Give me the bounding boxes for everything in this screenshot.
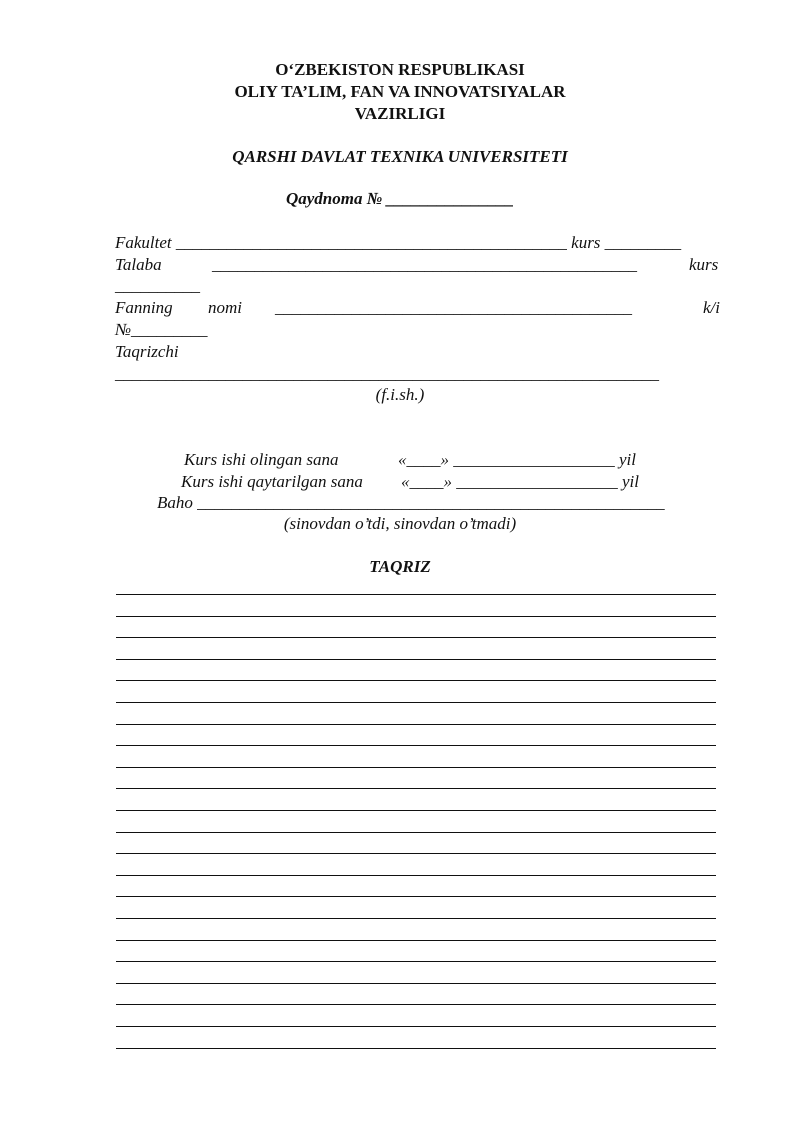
talaba-label: Talaba: [115, 255, 162, 274]
taqriz-line: [116, 616, 716, 617]
taqriz-line: [116, 702, 716, 703]
olingan-sana-label: Kurs ishi olingan sana: [184, 450, 339, 469]
record-title: Qaydnoma № _______________: [285, 189, 515, 208]
taqriz-line: [116, 832, 716, 833]
baho-note: (sinovdan o’tdi, sinovdan o’tmadi): [283, 514, 517, 533]
taqriz-line: [116, 1026, 716, 1027]
talaba-kurs-label: kurs: [689, 255, 719, 274]
taqrizchi-line: ________________________________________________________________: [115, 364, 659, 383]
baho-field: Baho _______________________________________________________: [157, 493, 665, 512]
taqriz-line: [116, 983, 716, 984]
taqriz-line: [116, 788, 716, 789]
ministry-line-1: O‘ZBEKISTON RESPUBLIKASI: [275, 60, 525, 79]
taqriz-line: [116, 659, 716, 660]
taqriz-line: [116, 767, 716, 768]
taqriz-line: [116, 724, 716, 725]
nomi-label: nomi: [208, 298, 242, 317]
fan-name-line: __________________________________________: [275, 298, 632, 317]
taqriz-line: [116, 594, 716, 595]
ministry-line-3: VAZIRLIGI: [354, 104, 446, 123]
taqriz-line: [116, 853, 716, 854]
taqriz-line: [116, 810, 716, 811]
taqriz-line: [116, 940, 716, 941]
ki-label: k/i: [703, 298, 720, 317]
fish-note: (f.i.sh.): [375, 385, 425, 404]
qaytarilgan-sana-label: Kurs ishi qaytarilgan sana: [181, 472, 363, 491]
taqrizchi-label: Taqrizchi: [115, 342, 179, 361]
taqriz-line: [116, 680, 716, 681]
taqriz-line: [116, 637, 716, 638]
qaytarilgan-sana-value: «____» ___________________ yil: [401, 472, 639, 491]
talaba-kurs-line: __________: [115, 276, 200, 295]
talaba-line: __________________________________________________: [212, 255, 637, 274]
taqriz-title: TAQRIZ: [369, 557, 431, 576]
taqriz-line: [116, 918, 716, 919]
taqriz-line: [116, 875, 716, 876]
university-name: QARSHI DAVLAT TEXNIKA UNIVERSITETI: [232, 147, 568, 166]
ministry-line-2: OLIY TA’LIM, FAN VA INNOVATSIYALAR: [234, 82, 566, 101]
taqriz-line: [116, 1004, 716, 1005]
taqriz-line: [116, 961, 716, 962]
fanning-label: Fanning: [115, 298, 173, 317]
fakultet-field: Fakultet ______________________________________________ kurs _________: [115, 233, 682, 252]
taqriz-line: [116, 1048, 716, 1049]
taqriz-line: [116, 745, 716, 746]
ki-number-line: №_________: [115, 320, 208, 339]
olingan-sana-value: «____» ___________________ yil: [398, 450, 636, 469]
taqriz-line: [116, 896, 716, 897]
